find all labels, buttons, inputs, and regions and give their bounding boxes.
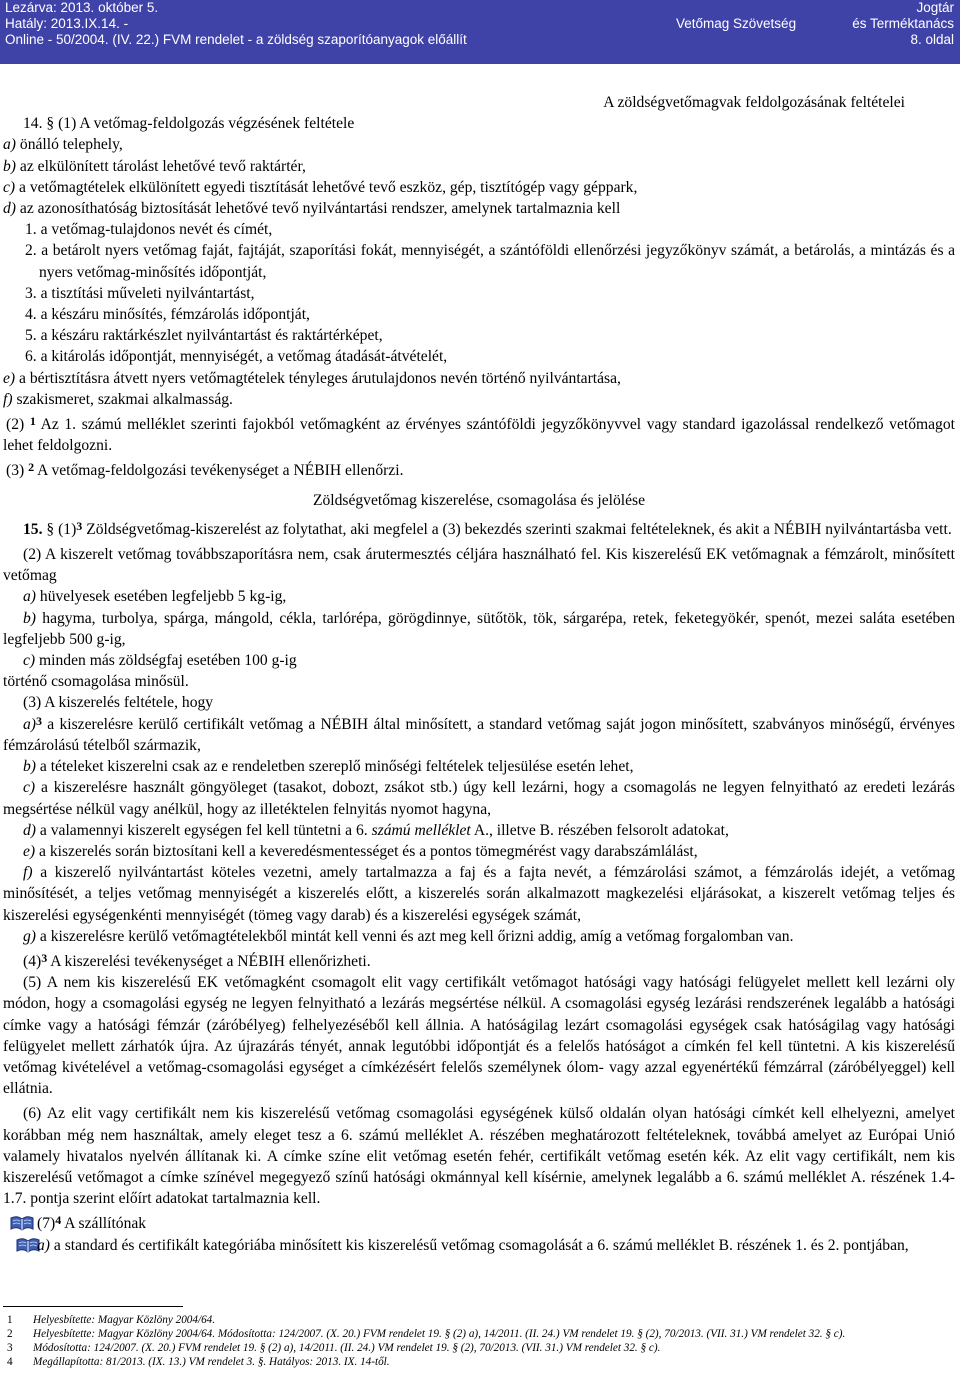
s14-d2: 2. a betárolt nyers vetőmag faját, fajtáját, szaporítási fokát, mennyiségét, a szántóföldi ellenőrzési jegyzőkönyv számát, a betárolás, a mintázás és a nyers vetőmag-minősítés időpontját, xyxy=(25,242,955,281)
footnote-separator xyxy=(3,1306,183,1307)
s15-p2-end: történő csomagolása minősül. xyxy=(3,673,189,691)
s14-par1: 14. § (1) A vetőmag-feldolgozás végzésének feltétele xyxy=(23,115,355,133)
s14-d4: 4. a készáru minősítés, fémzárolás időpontját, xyxy=(25,306,310,324)
s15-p3-b: b) a tételeket kiszerelni csak az e rendeletben szereplő minőségi feltételek teljesülése esetén lehet, xyxy=(23,758,634,776)
closed-date: Lezárva: 2013. október 5. xyxy=(5,0,159,15)
organization-name-2: és Terméktanács xyxy=(852,16,954,31)
s14-point-a: a) önálló telephely, xyxy=(3,136,123,154)
s15-p2-b: b) hagyma, turbolya, spárga, mángold, cékla, tarlórépa, görögdinnye, sütőtök, tök, sárgarépa, retek, feketegyökér, spenót, mezei saláta esetében legfeljebb 500 g-ig, xyxy=(3,609,956,648)
document-body xyxy=(3,92,955,1256)
s15-p3-g: g) a kiszerelésre kerülő vetőmagtételekből mintát kell venni és azt meg kell őrizni addig, amíg a vetőmag forgalomban van. xyxy=(23,927,794,945)
footnote-ref[interactable]: 3 xyxy=(41,950,48,965)
s15-p3-a: a)$^3$ a kiszerelésre kerülő certifikált vetőmag a NÉBIH által minősített, a standard vetőmag saját jogon minősített, szabványos minőségű, érvényes fémzárolású tételből származik, xyxy=(3,713,955,754)
s14-point-f: f) szakismeret, szakmai alkalmasság. xyxy=(3,390,233,408)
s15-par5: (5) A nem kis kiszerelésű EK vetőmagként csomagolt elit vagy certifikált vetőmagot hatósági vagy hatósági felügyelet mellett kell lezárni oly módon, hogy a csomagolási egység ne legyen felnyitható a lezárás megsértése nélkül. A csomagolási egység lezárási rendszerének legalább a hatósági címke vagy a hatósági fémzár (záróbélyeg) felhelyezéséből kell állnia. A hatóságilag lezárt csomagolási egységek csak hatóságilag vagy hatósági felügyelet mellett zárhatók újra. Az újrazárás tényét, annak legutóbbi időpontját és a felelős hatóságot a címkén fel kell tüntetni. A kis kiszerelésű vetőmag kivételével a vetőmag-csomagolási egységet a címkézésért felelős személynek ólom- vagy azzal egyenértékű fémzárral (záróbélyeggel) kell ellátnia. xyxy=(3,974,955,1098)
effective-date: Hatály: 2013.IX.14. - xyxy=(5,16,129,31)
s15-p3-e: e) a kiszerelés során biztosítani kell a keveredésmentességet és a pontos tömegmérést vagy darabszámlálást, xyxy=(23,842,698,860)
footnote-ref[interactable]: 3 xyxy=(36,713,42,728)
section-sign: § xyxy=(46,520,55,538)
section-sign: § xyxy=(46,115,55,133)
footnote-2: 2 Helyesbítette: Magyar Közlöny 2004/64. Módosította: 124/2007. (X. 20.) FVM rendelet 19. § (2) a), 14/2011. (II. 24.) VM rendelet 19. § (2), 70/2013. (VII. 31.) VM rendelet 32. § c). xyxy=(7,1328,846,1340)
s15-p2-a: a) hüvelyesek esetében legfeljebb 5 kg-ig, xyxy=(23,588,287,606)
s15-p3-c: c) a kiszerelésre használt göngyöleget (tasakot, dobozt, zsákot stb.) úgy kell lezárni, hogy a csomagolás ne legyen felnyitható az eredeti lezárás megsértése nélkül vagy anélkül, hogy az illetéktelen felnyitás nyomot hagyna, xyxy=(3,779,955,818)
amendment-book-icon[interactable] xyxy=(9,1236,35,1254)
section-number: 15. xyxy=(23,520,43,538)
s15-p7-a: a) a standard és certifikált kategóriába minősített kis kiszerelésű vetőmag csomagolását a 6. számú melléklet B. részének 1. és 2. pontjában, xyxy=(3,1235,955,1256)
s15-p3-f: f) a kiszerelő nyilvántartást köteles vezetni, amely tartalmazza a faj és a fajta nevét, a fémzárolási számot, a fémzárolás idejét, a vetőmag minősítését, a teljes vetőmag mennyiségét a kiszerelés előtt, a kiszerelés során alkalmazott magkezelési eljárásokat, a kiszerelt vetőmag teljes és kiszerelési egységenkénti mennyiségét (tömeg vagy darab) és a kiszerelési egységek számát, xyxy=(3,864,955,924)
organization-name: Vetőmag Szövetség xyxy=(676,16,797,31)
footnote-1: 1 Helyesbítette: Magyar Közlöny 2004/64. xyxy=(7,1314,216,1326)
footnote-ref[interactable]: 1 xyxy=(29,414,36,429)
section-number: 14. xyxy=(23,115,43,133)
s14-d5: 5. a készáru raktárkészlet nyilvántartást és raktártérképet, xyxy=(25,327,383,345)
s14-point-b: b) az elkülönített tárolást lehetővé tevő raktártér, xyxy=(3,157,306,175)
s14-point-d: d) az azonosíthatóság biztosítását lehetővé tevő nyilvántartási rendszer, amelynek tartalmaznia kell xyxy=(3,200,621,218)
section-heading-2: Zöldségvetőmag kiszerelése, csomagolása és jelölése xyxy=(312,491,646,509)
footnote-ref[interactable]: 2 xyxy=(28,460,35,475)
footnotes xyxy=(3,1306,957,1369)
page-number: 8. oldal xyxy=(910,32,954,47)
s14-d6: 6. a kitárolás időpontját, mennyiségét, a vetőmag átadását-átvételét, xyxy=(25,348,448,366)
s14-point-c: c) a vetőmagtételek elkülönített egyedi tisztítását lehetővé tevő eszköz, gép, tisztítógép vagy géppark, xyxy=(3,178,638,196)
source-name: Jogtár xyxy=(916,0,954,15)
s14-d1: 1. a vetőmag-tulajdonos nevét és címét, xyxy=(25,221,273,239)
document-title: Online - 50/2004. (IV. 22.) FVM rendelet - a zöldség szaporítóanyagok előállít xyxy=(5,32,467,47)
s15-par2: (2) A kiszerelt vetőmag továbbszaporításra nem, csak árutermesztés céljára használható fel. Kis kiszerelésű EK vetőmagnak a fémzárolt, minősített vetőmag xyxy=(3,546,955,585)
s15-par7: $(7)^4$ A szállítónak xyxy=(3,1213,955,1234)
document-header xyxy=(0,0,960,64)
amendment-book-icon[interactable] xyxy=(9,1214,35,1232)
footnote-3: 3 Módosította: 124/2007. (X. 20.) FVM rendelet 19. § (2) a), 14/2011. (II. 24.) VM rendelet 19. § (2), 70/2013. (VII. 31.) VM rendelet 32. § c). xyxy=(7,1342,661,1354)
section-heading: A zöldségvetőmagvak feldolgozásának feltételei xyxy=(603,94,905,111)
s15-par3: (3) A kiszerelés feltétele, hogy xyxy=(23,694,214,712)
footnote-4: 4 Megállapította: 81/2013. (IX. 13.) VM rendelet 3. §. Hatályos: 2013. IX. 14-től. xyxy=(7,1356,390,1368)
s15-par1: 15. § $(1)^3$ Zöldségvetőmag-kiszerelést az folytathat, aki megfelel a (3) bekezdés szerinti szakmai feltételeknek, és akit a NÉBIH nyilvántartásba vett. xyxy=(23,518,952,538)
s14-par2: (2) $^1$ Az 1. számú melléklet szerinti fajokból vetőmagként az érvényes szántóföldi jegyzőkönyvvel vagy standard igazolással rendelkező vetőmagot lehet feldolgozni. xyxy=(3,414,955,455)
footnote-ref[interactable]: 3 xyxy=(76,518,83,533)
s15-par4: $(4)^3$ A kiszerelési tevékenységet a NÉBIH ellenőrizheti. xyxy=(23,950,371,970)
s15-p2-c: c) minden más zöldségfaj esetében 100 g-ig xyxy=(23,652,297,670)
s15-p3-d: d) a valamennyi kiszerelt egységen fel kell tüntetni a 6. számú melléklet A., illetve B. részében felsorolt adatokat, xyxy=(23,821,729,839)
s14-point-e: e) a bértisztításra átvett nyers vetőmagtételek tényleges árutulajdonos nevén történő nyilvántartása, xyxy=(3,369,621,387)
s14-par3: (3) $^2$ A vetőmag-feldolgozási tevékenységet a NÉBIH ellenőrzi. xyxy=(6,460,404,480)
s14-d3: 3. a tisztítási műveleti nyilvántartást, xyxy=(25,284,255,302)
footnote-ref[interactable]: 4 xyxy=(55,1213,62,1228)
s15-par6: (6) Az elit vagy certifikált nem kis kiszerelésű vetőmag csomagolási egységének külső oldalán olyan hatósági címkét kell elhelyezni, amelyet korábban még nem használtak, amely eleget tesz a 6. számú melléklet A. részében meghatározott feltételeknek, továbbá amelyet az Európai Unió valamely hivatalos nyelvén állítanak ki. A címke színe elit vetőmag esetén fehér, certifikált vetőmag esetén kék. Az elit vagy certifikált, nem kis kiszerelésű vetőmagot a címke színével megegyező színű hatósági okmánnyal kell kísérnie, amelynek legalább a 6. számú melléklet A. részének 1.4-1.7. pontja szerint előírt adatokat tartalmaznia kell. xyxy=(3,1105,955,1208)
